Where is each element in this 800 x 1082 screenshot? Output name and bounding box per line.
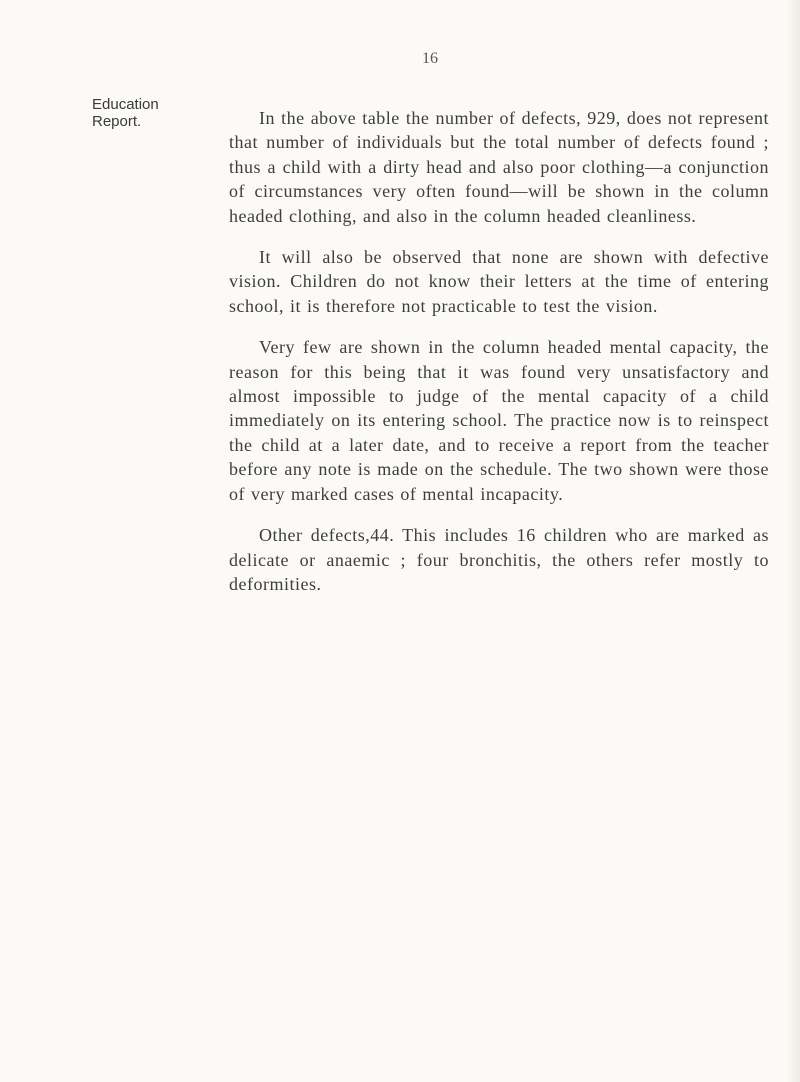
paragraph-defects-count: In the above table the number of defects, 929, does not represent that number of individuals but the total number of defects found ; thus a child with a dirty head and also poor clothing—a conjunction of circumstances very often found—will be shown in the column headed clothing, and also in the column headed cleanliness. — [229, 108, 769, 226]
body-text — [229, 106, 769, 613]
margin-note — [92, 96, 202, 130]
paragraph-other-defects: Other defects,44. This includes 16 children who are marked as delicate or anaemic ; four bronchitis, the others refer mostly to deformities. — [229, 525, 769, 594]
margin-note-line-1: Education — [92, 96, 159, 113]
margin-note-line-2: Report. — [92, 113, 142, 130]
page-number: 16 — [422, 50, 438, 67]
paragraph-mental-capacity: Very few are shown in the column headed mental capacity, the reason for this being that it was found very unsatisfactory and almost impossible to judge of the mental capacity of a child immediately on its entering school. The practice now is to reinspect the child at a later date, and to receive a report from the teacher before any note is made on the schedule. The two shown were those of very marked cases of mental incapacity. — [229, 337, 769, 504]
paragraph-defective-vision: It will also be observed that none are shown with defective vision. Children do not know their letters at the time of entering school, it is therefore not practicable to test the vision. — [229, 247, 769, 316]
page-edge-shadow — [786, 0, 800, 1082]
